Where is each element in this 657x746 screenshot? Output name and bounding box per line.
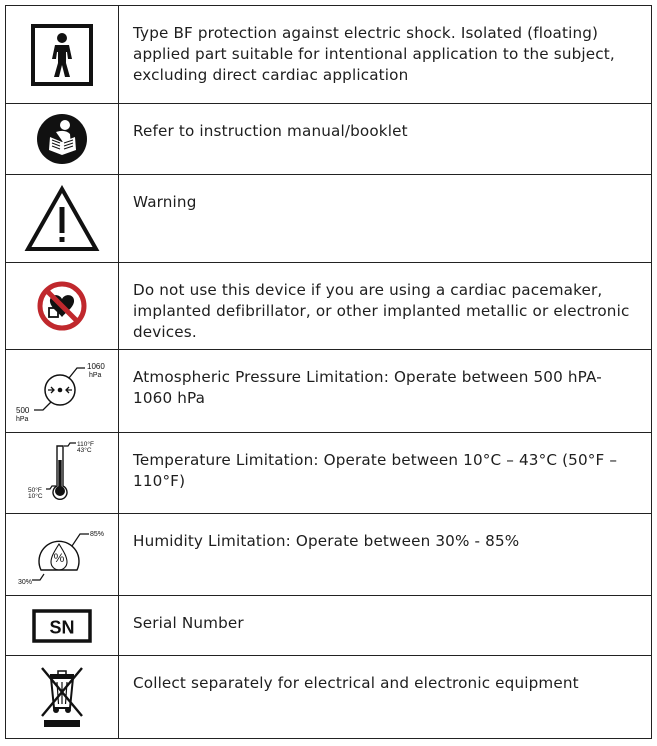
temp-upper-c: 43°C — [77, 447, 92, 454]
icon-cell — [6, 514, 119, 596]
humidity-limitation-icon — [14, 522, 110, 588]
pressure-upper-value: 1060 — [87, 362, 105, 371]
table-row — [6, 656, 652, 739]
table-row — [6, 350, 652, 433]
no-pacemaker-icon — [37, 281, 87, 331]
pressure-lower-unit: hPa — [16, 416, 29, 423]
description-text: Atmospheric Pressure Limitation: Operate between 500 hPA- 1060 hPa — [119, 350, 652, 433]
table-row — [6, 263, 652, 350]
table-row — [6, 6, 652, 104]
type-bf-applied-part-icon — [30, 23, 94, 87]
table-row — [6, 104, 652, 175]
serial-number-label: SN — [49, 617, 75, 637]
description-text: Serial Number — [119, 596, 652, 656]
icon-cell — [6, 433, 119, 514]
pressure-lower-value: 500 — [16, 406, 30, 415]
symbols-table — [5, 5, 652, 739]
temp-upper-f: 110°F — [77, 441, 94, 448]
weee-crossed-bin-icon — [36, 664, 88, 730]
table-row — [6, 596, 652, 656]
pressure-upper-unit: hPa — [89, 372, 102, 379]
description-text: Warning — [119, 175, 652, 263]
description-text: Collect separately for electrical and electronic equipment — [119, 656, 652, 739]
instruction-manual-icon — [35, 112, 89, 166]
description-text: Temperature Limitation: Operate between 10°C – 43°C (50°F – 110°F) — [119, 433, 652, 514]
icon-cell — [6, 596, 119, 656]
description-text: Do not use this device if you are using a cardiac pacemaker, implanted defibrillator, or other implanted metallic or electronic devices. — [119, 263, 652, 350]
table-row — [6, 433, 652, 514]
humidity-upper-value: 85% — [90, 530, 105, 538]
humidity-lower-value: 30% — [18, 578, 33, 586]
warning-triangle-icon — [24, 185, 100, 253]
table-row — [6, 175, 652, 263]
icon-cell — [6, 656, 119, 739]
description-text: Refer to instruction manual/booklet — [119, 104, 652, 175]
serial-number-icon — [32, 609, 92, 643]
temperature-limitation-icon — [14, 440, 110, 506]
description-text: Type BF protection against electric shock. Isolated (floating) applied part suitable for intentional application to the subject, excluding direct cardiac application — [119, 6, 652, 104]
icon-cell — [6, 175, 119, 263]
humidity-center-symbol: % — [53, 550, 65, 565]
icon-cell — [6, 350, 119, 433]
icon-cell — [6, 104, 119, 175]
icon-cell — [6, 263, 119, 350]
table-row — [6, 514, 652, 596]
description-text: Humidity Limitation: Operate between 30% - 85% — [119, 514, 652, 596]
temp-lower-c: 10°C — [28, 493, 43, 500]
icon-cell — [6, 6, 119, 104]
temp-lower-f: 50°F — [28, 487, 42, 494]
atmospheric-pressure-limitation-icon — [14, 358, 110, 424]
